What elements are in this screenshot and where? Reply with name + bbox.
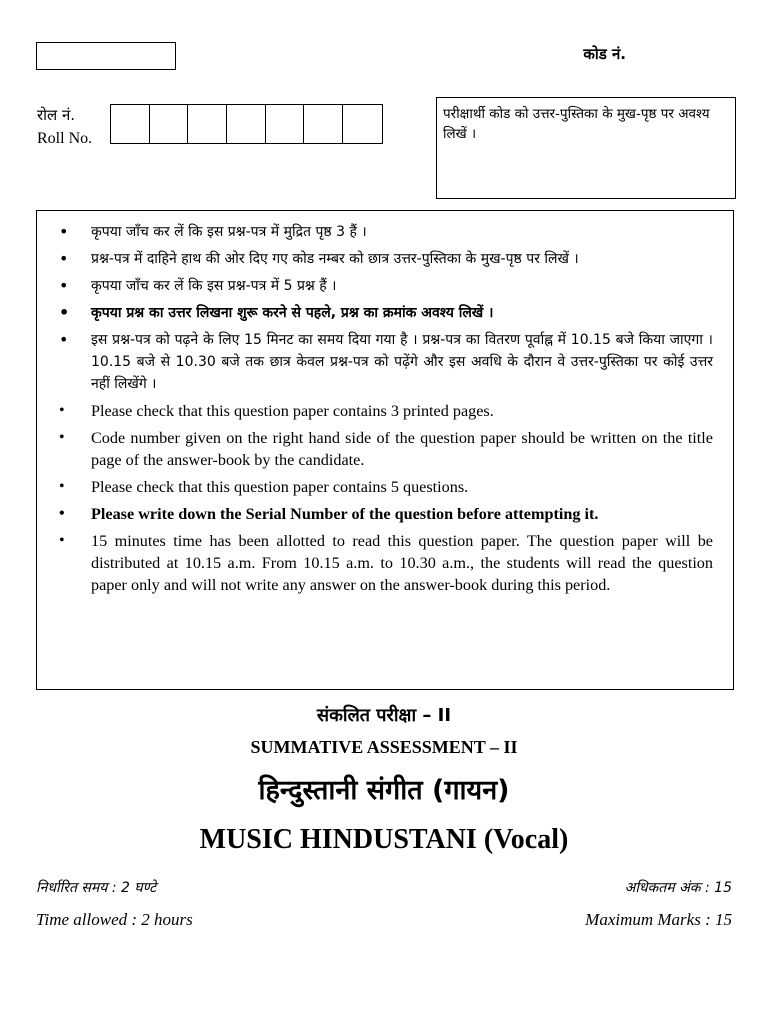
instruction-item: • कृपया जाँच कर लें कि इस प्रश्न-पत्र में 5 प्रश्न हैं । — [57, 275, 713, 297]
instruction-item: • Please check that this question paper contains 3 printed pages. — [57, 400, 713, 422]
instruction-item: • कृपया जाँच कर लें कि इस प्रश्न-पत्र में मुद्रित पृष्ठ 3 हैं । — [57, 221, 713, 243]
instruction-item: • कृपया प्रश्न का उत्तर लिखना शुरू करने से पहले, प्रश्न का क्रमांक अवश्य लिखें । — [57, 302, 713, 324]
exam-title-english: SUMMATIVE ASSESSMENT – II — [250, 737, 518, 757]
roll-digit-box — [343, 105, 382, 143]
instructions-box — [36, 210, 734, 690]
time-allowed-hindi: निर्धारित समय : 2 घण्टे — [36, 880, 157, 896]
instruction-item: • Please check that this question paper contains 5 questions. — [57, 476, 713, 498]
roll-label-hindi: रोल नं. — [37, 106, 76, 124]
roll-digit-box — [227, 105, 266, 143]
time-allowed-english: Time allowed : 2 hours — [36, 910, 193, 929]
roll-digit-box — [266, 105, 305, 143]
instruction-item: • Please write down the Serial Number of the question before attempting it. — [57, 503, 713, 525]
roll-label-english: Roll No. — [37, 130, 93, 147]
instructions-list — [57, 221, 713, 596]
roll-number-label — [37, 103, 92, 151]
roll-digit-box — [150, 105, 189, 143]
instruction-item: • इस प्रश्न-पत्र को पढ़ने के लिए 15 मिनट का समय दिया गया है । प्रश्न-पत्र का वितरण पूर्वाह्न में 10.15 बजे किया जाएगा । 10.15 बजे से 10.30 बजे तक छात्र केवल प्रश्न-पत्र को पढ़ेंगे और इस अवधि के दौरान वे उत्तर-पुस्तिका पर कोई उत्तर नहीं लिखेंगे । — [57, 329, 713, 395]
subject-title-english: MUSIC HINDUSTANI (Vocal) — [199, 824, 569, 855]
instruction-item: • 15 minutes time has been allotted to read this question paper. The question paper will be distributed at 10.15 a.m. From 10.15 a.m. to 10.30 a.m., the students will read the question paper only and will not write any answer on the answer-book during this period. — [57, 530, 713, 596]
max-marks-english: Maximum Marks : 15 — [585, 910, 732, 929]
candidate-code-note: परीक्षार्थी कोड को उत्तर-पुस्तिका के मुख-पृष्ठ पर अवश्य लिखें । — [436, 97, 736, 199]
instruction-item: • Code number given on the right hand side of the question paper should be written on the title page of the answer-book by the candidate. — [57, 427, 713, 471]
exam-title-hindi: संकलित परीक्षा – II — [316, 705, 452, 726]
roll-digit-box — [188, 105, 227, 143]
roll-digit-box — [304, 105, 343, 143]
subject-title-hindi: हिन्दुस्तानी संगीत (गायन) — [258, 775, 510, 806]
roll-number-boxes — [110, 104, 383, 144]
code-label: कोड नं. — [583, 45, 626, 63]
code-entry-box — [36, 42, 176, 70]
roll-digit-box — [111, 105, 150, 143]
max-marks-hindi: अधिकतम अंक : 15 — [624, 880, 732, 896]
instruction-item: • प्रश्न-पत्र में दाहिने हाथ की ओर दिए गए कोड नम्बर को छात्र उत्तर-पुस्तिका के मुख-पृष्ठ पर लिखें । — [57, 248, 713, 270]
